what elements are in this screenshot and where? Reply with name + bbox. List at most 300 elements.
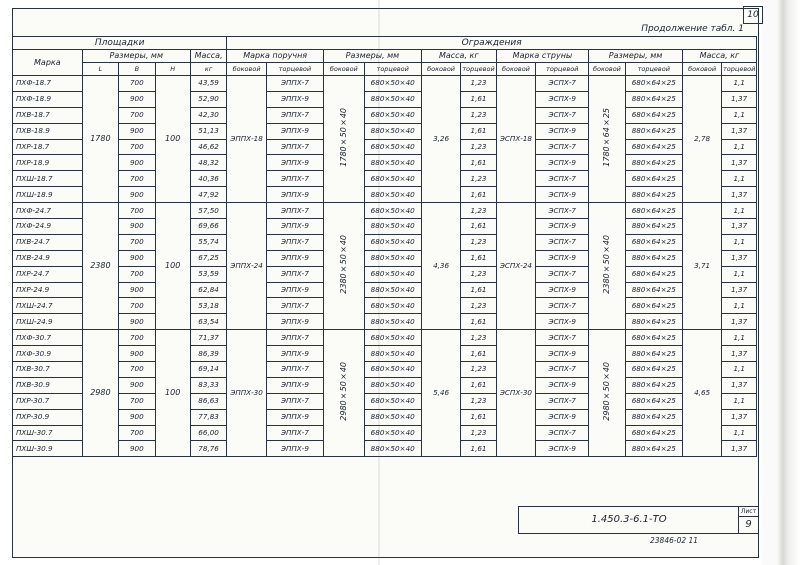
string-end-mark: ЭСПХ-7	[536, 425, 589, 441]
rail-side-mass: 5,46	[421, 330, 461, 457]
platform-mark: ПХР-24.7	[13, 266, 83, 282]
string-end-dims: 680×64×25	[625, 266, 682, 282]
string-end-dims: 680×64×25	[625, 76, 682, 92]
header-rail-dims: Размеры, мм	[324, 50, 422, 63]
width-B: 900	[119, 187, 155, 203]
rail-end-mass: 1,23	[461, 171, 496, 187]
rail-end-dims: 880×50×40	[364, 250, 421, 266]
string-end-mass: 1,1	[722, 393, 757, 409]
rail-end-mass: 1,61	[461, 314, 496, 330]
string-side-mark: ЭСПХ-30	[496, 330, 536, 457]
rail-end-mark: ЭППХ-7	[266, 139, 323, 155]
platform-mark: ПХВ-30.7	[13, 362, 83, 378]
platform-mark: ПХВ-24.7	[13, 234, 83, 250]
rail-side-dims	[324, 76, 365, 203]
sheet-label: Лист	[740, 508, 757, 515]
width-B: 900	[119, 155, 155, 171]
string-end-mass: 1,37	[722, 219, 757, 235]
rail-side-mark: ЭППХ-18	[227, 76, 267, 203]
table-row	[13, 107, 757, 123]
platform-mass: 53,59	[190, 266, 226, 282]
height-H: 100	[155, 76, 190, 203]
rail-end-dims: 680×50×40	[364, 139, 421, 155]
width-B: 900	[119, 377, 155, 393]
rail-end-dims: 680×50×40	[364, 266, 421, 282]
platform-mark: ПХВ-24.9	[13, 250, 83, 266]
table-row	[13, 171, 757, 187]
sheet-stamp	[738, 506, 759, 534]
header-dims: Размеры, мм	[82, 50, 190, 63]
header-end: торцевой	[364, 63, 421, 76]
width-B: 700	[119, 425, 155, 441]
header-mark: Марка	[13, 50, 83, 76]
platform-mass: 62,84	[190, 282, 226, 298]
rail-end-mass: 1,23	[461, 203, 496, 219]
rail-end-mark: ЭППХ-9	[266, 155, 323, 171]
platform-mark: ПХФ-18.7	[13, 76, 83, 92]
string-end-mass: 1,37	[722, 377, 757, 393]
rail-end-mark: ЭППХ-9	[266, 219, 323, 235]
string-side-dims	[589, 330, 625, 457]
width-B: 700	[119, 362, 155, 378]
string-end-dims: 880×64×25	[625, 409, 682, 425]
string-end-mass: 1,37	[722, 409, 757, 425]
header-string-mass: Масса, кг	[682, 50, 756, 63]
rail-end-dims: 880×50×40	[364, 409, 421, 425]
width-B: 700	[119, 298, 155, 314]
rail-end-mark: ЭППХ-7	[266, 425, 323, 441]
height-H: 100	[155, 203, 190, 330]
width-B: 900	[119, 123, 155, 139]
table-row	[13, 441, 757, 457]
rail-end-dims: 680×50×40	[364, 234, 421, 250]
platform-mass: 47,92	[190, 187, 226, 203]
platform-mass: 48,32	[190, 155, 226, 171]
rail-end-mass: 1,61	[461, 155, 496, 171]
string-end-mark: ЭСПХ-9	[536, 91, 589, 107]
platform-mass: 63,54	[190, 314, 226, 330]
platform-mark: ПХФ-24.7	[13, 203, 83, 219]
string-end-mass: 1,1	[722, 298, 757, 314]
string-end-mark: ЭСПХ-9	[536, 123, 589, 139]
rail-end-dims: 880×50×40	[364, 187, 421, 203]
rail-end-dims: 680×50×40	[364, 171, 421, 187]
rail-end-mark: ЭППХ-9	[266, 441, 323, 457]
string-end-mass: 1,1	[722, 139, 757, 155]
string-end-mark: ЭСПХ-7	[536, 203, 589, 219]
string-end-mark: ЭСПХ-7	[536, 330, 589, 346]
string-end-dims: 680×64×25	[625, 425, 682, 441]
rail-end-dims: 880×50×40	[364, 219, 421, 235]
string-end-mass: 1,1	[722, 266, 757, 282]
rail-end-mark: ЭППХ-9	[266, 377, 323, 393]
string-end-mark: ЭСПХ-7	[536, 362, 589, 378]
string-end-mark: ЭСПХ-7	[536, 266, 589, 282]
string-end-dims: 680×64×25	[625, 107, 682, 123]
platform-mark: ПХШ-30.9	[13, 441, 83, 457]
width-B: 700	[119, 107, 155, 123]
string-end-dims: 680×64×25	[625, 330, 682, 346]
platform-mass: 57,50	[190, 203, 226, 219]
rail-end-dims: 880×50×40	[364, 123, 421, 139]
string-side-dims	[589, 203, 625, 330]
rail-end-mark: ЭППХ-9	[266, 314, 323, 330]
table-row	[13, 250, 757, 266]
string-end-mass: 1,1	[722, 234, 757, 250]
string-end-dims: 880×64×25	[625, 91, 682, 107]
rail-end-dims: 680×50×40	[364, 203, 421, 219]
table-row	[13, 219, 757, 235]
string-end-mark: ЭСПХ-9	[536, 441, 589, 457]
width-B: 700	[119, 393, 155, 409]
rail-end-dims: 680×50×40	[364, 107, 421, 123]
width-B: 900	[119, 91, 155, 107]
string-side-dims-text: 2980×50×40	[601, 361, 611, 421]
rail-end-mark: ЭППХ-7	[266, 234, 323, 250]
string-end-mark: ЭСПХ-7	[536, 76, 589, 92]
header-side: боковой	[421, 63, 461, 76]
width-B: 900	[119, 346, 155, 362]
header-end: торцевой	[722, 63, 757, 76]
header-end: торцевой	[536, 63, 589, 76]
rail-end-dims: 880×50×40	[364, 314, 421, 330]
platform-mass: 86,39	[190, 346, 226, 362]
header-rail-mark: Марка поручня	[227, 50, 324, 63]
string-side-dims-text: 2380×50×40	[601, 234, 611, 294]
string-side-mark: ЭСПХ-24	[496, 203, 536, 330]
rail-end-mark: ЭППХ-9	[266, 91, 323, 107]
header-platforms: Площадки	[13, 37, 227, 50]
length-L: 2380	[82, 203, 118, 330]
string-end-dims: 680×64×25	[625, 203, 682, 219]
rail-end-mass: 1,23	[461, 107, 496, 123]
rail-end-mass: 1,23	[461, 393, 496, 409]
rail-end-mass: 1,61	[461, 91, 496, 107]
rail-end-mass: 1,61	[461, 123, 496, 139]
string-side-mass: 3,71	[682, 203, 722, 330]
rail-end-dims: 880×50×40	[364, 155, 421, 171]
table-row	[13, 139, 757, 155]
rail-side-mass: 4,36	[421, 203, 461, 330]
platform-mass: 83,33	[190, 377, 226, 393]
table-row	[13, 362, 757, 378]
header-end: торцевой	[625, 63, 682, 76]
width-B: 700	[119, 139, 155, 155]
platform-mark: ПХФ-24.9	[13, 219, 83, 235]
string-end-dims: 680×64×25	[625, 171, 682, 187]
platform-mass: 77,83	[190, 409, 226, 425]
string-end-dims: 680×64×25	[625, 298, 682, 314]
string-end-mass: 1,1	[722, 203, 757, 219]
header-side: боковой	[496, 63, 536, 76]
platform-mass: 66,00	[190, 425, 226, 441]
platform-mass: 53,18	[190, 298, 226, 314]
string-end-mass: 1,37	[722, 441, 757, 457]
length-L: 2980	[82, 330, 118, 457]
table-row	[13, 76, 757, 92]
string-end-dims: 680×64×25	[625, 139, 682, 155]
string-end-mark: ЭСПХ-9	[536, 314, 589, 330]
width-B: 700	[119, 266, 155, 282]
rail-end-mark: ЭППХ-7	[266, 171, 323, 187]
table-row	[13, 393, 757, 409]
string-end-dims: 880×64×25	[625, 314, 682, 330]
rail-end-mark: ЭППХ-7	[266, 107, 323, 123]
rail-end-mark: ЭППХ-7	[266, 362, 323, 378]
string-end-dims: 880×64×25	[625, 282, 682, 298]
length-L: 1780	[82, 76, 118, 203]
rail-end-mass: 1,61	[461, 441, 496, 457]
string-end-mass: 1,37	[722, 282, 757, 298]
table-row	[13, 91, 757, 107]
rail-end-mark: ЭППХ-7	[266, 266, 323, 282]
rail-side-dims-text: 2380×50×40	[338, 234, 348, 294]
string-side-mass: 2,78	[682, 76, 722, 203]
rail-end-dims: 880×50×40	[364, 441, 421, 457]
platform-mark: ПХР-30.9	[13, 409, 83, 425]
width-B: 700	[119, 171, 155, 187]
platform-mass: 69,66	[190, 219, 226, 235]
string-end-mass: 1,37	[722, 91, 757, 107]
rail-end-mark: ЭППХ-7	[266, 298, 323, 314]
platform-mark: ПХФ-30.9	[13, 346, 83, 362]
platform-mass: 42,30	[190, 107, 226, 123]
string-end-mass: 1,37	[722, 123, 757, 139]
rail-end-dims: 880×50×40	[364, 346, 421, 362]
header-kg: кг	[190, 63, 226, 76]
header-B: B	[119, 63, 155, 76]
table-row	[13, 282, 757, 298]
string-end-mark: ЭСПХ-9	[536, 155, 589, 171]
inventory-number: 23846-02 11	[650, 536, 699, 545]
header-end: торцевой	[461, 63, 496, 76]
platform-mass: 86,63	[190, 393, 226, 409]
width-B: 900	[119, 441, 155, 457]
rail-end-mark: ЭППХ-7	[266, 330, 323, 346]
table-row	[13, 377, 757, 393]
header-side: боковой	[324, 63, 365, 76]
platform-mark: ПХВ-30.9	[13, 377, 83, 393]
string-end-mass: 1,1	[722, 425, 757, 441]
platform-mass: 67,25	[190, 250, 226, 266]
string-end-dims: 880×64×25	[625, 346, 682, 362]
string-end-dims: 880×64×25	[625, 123, 682, 139]
width-B: 700	[119, 330, 155, 346]
platform-mass: 55,74	[190, 234, 226, 250]
rail-end-dims: 680×50×40	[364, 76, 421, 92]
rail-end-mass: 1,61	[461, 219, 496, 235]
platform-mark: ПХВ-18.7	[13, 107, 83, 123]
string-side-dims	[589, 76, 625, 203]
header-string-mark: Марка струны	[496, 50, 589, 63]
platform-mass: 43,59	[190, 76, 226, 92]
table-row	[13, 314, 757, 330]
rail-end-mark: ЭППХ-7	[266, 393, 323, 409]
string-end-dims: 880×64×25	[625, 187, 682, 203]
platform-mark: ПХР-30.7	[13, 393, 83, 409]
rail-end-mass: 1,23	[461, 139, 496, 155]
string-end-mass: 1,1	[722, 107, 757, 123]
header-side: боковой	[227, 63, 267, 76]
rail-end-mass: 1,23	[461, 76, 496, 92]
platform-mass: 78,76	[190, 441, 226, 457]
string-end-mass: 1,37	[722, 250, 757, 266]
platform-mark: ПХФ-18.9	[13, 91, 83, 107]
string-end-mark: ЭСПХ-7	[536, 139, 589, 155]
string-end-mass: 1,1	[722, 171, 757, 187]
string-end-mark: ЭСПХ-9	[536, 282, 589, 298]
platform-mass: 46,62	[190, 139, 226, 155]
table-row	[13, 155, 757, 171]
header-L: L	[82, 63, 118, 76]
rail-end-mass: 1,61	[461, 409, 496, 425]
rail-end-mass: 1,23	[461, 425, 496, 441]
rail-end-mass: 1,23	[461, 298, 496, 314]
rail-end-mass: 1,61	[461, 282, 496, 298]
header-string-dims: Размеры, мм	[589, 50, 683, 63]
rail-side-dims	[324, 330, 365, 457]
rail-end-dims: 680×50×40	[364, 362, 421, 378]
rail-end-mark: ЭППХ-7	[266, 76, 323, 92]
string-end-mark: ЭСПХ-7	[536, 393, 589, 409]
platform-mark: ПХФ-30.7	[13, 330, 83, 346]
string-end-mark: ЭСПХ-9	[536, 187, 589, 203]
rail-end-dims: 680×50×40	[364, 425, 421, 441]
page-number: 10	[743, 6, 763, 24]
platform-mass: 52,90	[190, 91, 226, 107]
platform-mark: ПХВ-18.9	[13, 123, 83, 139]
string-side-mark: ЭСПХ-18	[496, 76, 536, 203]
width-B: 700	[119, 234, 155, 250]
rail-end-mass: 1,23	[461, 266, 496, 282]
width-B: 700	[119, 203, 155, 219]
string-end-mark: ЭСПХ-9	[536, 250, 589, 266]
string-end-dims: 880×64×25	[625, 250, 682, 266]
string-side-dims-text: 1780×64×25	[601, 107, 611, 167]
string-end-mark: ЭСПХ-7	[536, 107, 589, 123]
rail-end-dims: 680×50×40	[364, 393, 421, 409]
string-end-mass: 1,1	[722, 362, 757, 378]
table-row	[13, 187, 757, 203]
continuation-caption: Продолжение табл. 1	[641, 24, 744, 34]
platform-mark: ПХР-18.9	[13, 155, 83, 171]
table-row	[13, 425, 757, 441]
string-end-mark: ЭСПХ-7	[536, 234, 589, 250]
table-row	[13, 123, 757, 139]
platform-mark: ПХР-24.9	[13, 282, 83, 298]
header-H: H	[155, 63, 190, 76]
platform-mark: ПХР-18.7	[13, 139, 83, 155]
table-row	[13, 298, 757, 314]
platform-mark: ПХШ-24.9	[13, 314, 83, 330]
string-end-mark: ЭСПХ-9	[536, 377, 589, 393]
spec-table	[12, 36, 757, 457]
spec-table-body	[13, 76, 757, 457]
header-mass: Масса,	[190, 50, 226, 63]
rail-end-dims: 880×50×40	[364, 91, 421, 107]
rail-end-dims: 880×50×40	[364, 377, 421, 393]
platform-mark: ПХШ-30.7	[13, 425, 83, 441]
string-end-dims: 680×64×25	[625, 393, 682, 409]
string-end-mass: 1,37	[722, 314, 757, 330]
rail-end-mass: 1,23	[461, 330, 496, 346]
width-B: 900	[119, 219, 155, 235]
table-row	[13, 346, 757, 362]
document-code: 1.450.3-6.1-ТО	[518, 506, 739, 534]
platform-mark: ПХШ-18.9	[13, 187, 83, 203]
string-end-dims: 880×64×25	[625, 377, 682, 393]
rail-side-dims	[324, 203, 365, 330]
table-row	[13, 330, 757, 346]
table-row	[13, 203, 757, 219]
rail-end-mark: ЭППХ-7	[266, 203, 323, 219]
header-fences: Ограждения	[227, 37, 757, 50]
rail-side-dims-text: 1780×50×40	[338, 107, 348, 167]
platform-mark: ПХШ-24.7	[13, 298, 83, 314]
string-end-dims: 680×64×25	[625, 234, 682, 250]
string-end-dims: 880×64×25	[625, 441, 682, 457]
rail-side-mass: 3,26	[421, 76, 461, 203]
rail-end-dims: 880×50×40	[364, 282, 421, 298]
rail-end-mark: ЭППХ-9	[266, 250, 323, 266]
width-B: 900	[119, 409, 155, 425]
string-end-dims: 880×64×25	[625, 219, 682, 235]
rail-side-mark: ЭППХ-30	[227, 330, 267, 457]
binding-margin	[762, 0, 800, 565]
rail-end-mass: 1,61	[461, 346, 496, 362]
platform-mass: 71,37	[190, 330, 226, 346]
string-end-mass: 1,37	[722, 187, 757, 203]
string-end-mark: ЭСПХ-7	[536, 171, 589, 187]
string-end-mark: ЭСПХ-9	[536, 409, 589, 425]
rail-end-mass: 1,61	[461, 250, 496, 266]
height-H: 100	[155, 330, 190, 457]
platform-mass: 69,14	[190, 362, 226, 378]
table-row	[13, 409, 757, 425]
rail-end-mass: 1,61	[461, 377, 496, 393]
string-end-mark: ЭСПХ-7	[536, 298, 589, 314]
string-end-mass: 1,1	[722, 76, 757, 92]
string-end-dims: 680×64×25	[625, 362, 682, 378]
rail-end-mass: 1,23	[461, 234, 496, 250]
header-rail-mass: Масса, кг	[421, 50, 496, 63]
rail-end-mark: ЭППХ-9	[266, 187, 323, 203]
rail-end-mark: ЭППХ-9	[266, 282, 323, 298]
string-end-dims: 880×64×25	[625, 155, 682, 171]
string-end-mass: 1,37	[722, 346, 757, 362]
rail-end-dims: 680×50×40	[364, 330, 421, 346]
string-end-mark: ЭСПХ-9	[536, 346, 589, 362]
header-end: торцевой	[266, 63, 323, 76]
table-row	[13, 266, 757, 282]
string-end-mass: 1,1	[722, 330, 757, 346]
rail-end-mark: ЭППХ-9	[266, 123, 323, 139]
width-B: 700	[119, 76, 155, 92]
platform-mark: ПХШ-18.7	[13, 171, 83, 187]
string-end-mark: ЭСПХ-9	[536, 219, 589, 235]
sheet-number: 9	[745, 519, 752, 530]
width-B: 900	[119, 314, 155, 330]
header-side: боковой	[589, 63, 625, 76]
rail-end-dims: 680×50×40	[364, 298, 421, 314]
platform-mass: 51,13	[190, 123, 226, 139]
width-B: 900	[119, 250, 155, 266]
rail-end-mark: ЭППХ-9	[266, 346, 323, 362]
table-row	[13, 234, 757, 250]
header-side: боковой	[682, 63, 722, 76]
rail-end-mass: 1,23	[461, 362, 496, 378]
string-end-mass: 1,37	[722, 155, 757, 171]
